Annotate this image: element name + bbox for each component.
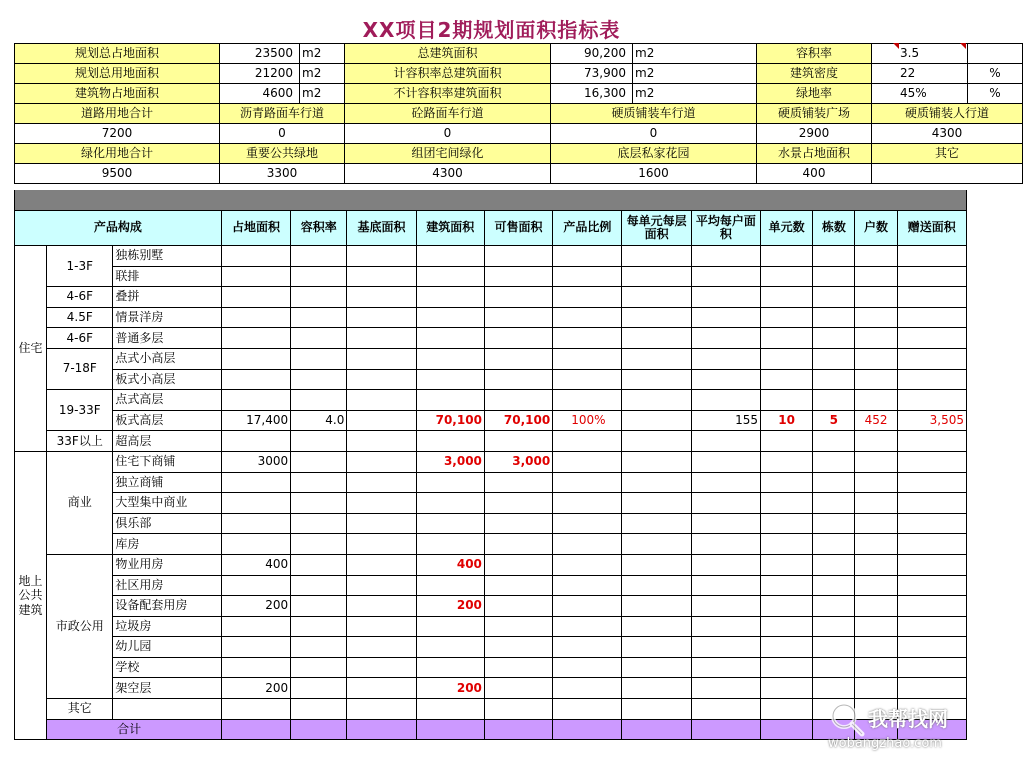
value-cluster-green[interactable]: 4300 (345, 164, 551, 184)
value-paved-sidewalk[interactable]: 4300 (872, 124, 1023, 144)
product-type: 社区用房 (113, 575, 221, 596)
header-gift-area: 赠送面积 (897, 211, 966, 246)
unit-count-cell[interactable]: 10 (761, 410, 813, 431)
label-building-density: 建筑密度 (757, 64, 872, 84)
label-public-green: 重要公共绿地 (220, 144, 345, 164)
label-water-feature: 水景占地面积 (757, 144, 872, 164)
table-row (15, 575, 967, 596)
header-unit-floor-area: 每单元每层面积 (622, 211, 691, 246)
land-area-cell[interactable]: 200 (221, 596, 290, 617)
product-table (14, 210, 967, 740)
table-row (15, 451, 967, 472)
table-row (15, 369, 967, 390)
comment-marker-icon (893, 43, 899, 49)
table-row (15, 287, 967, 308)
unit: m2 (633, 64, 757, 84)
unit: % (968, 64, 1023, 84)
label-far: 容积率 (757, 44, 872, 64)
value-paved-road[interactable]: 0 (551, 124, 757, 144)
land-area-cell[interactable]: 400 (221, 554, 290, 575)
unit: m2 (300, 64, 345, 84)
avg-household-cell[interactable]: 155 (691, 410, 760, 431)
value-public-green[interactable]: 3300 (220, 164, 345, 184)
land-area-cell[interactable]: 17,400 (221, 410, 290, 431)
watermark-url: wobangzhao.com (828, 736, 942, 751)
value-planned-land-use[interactable]: 21200 (220, 64, 300, 84)
saleable-area-cell[interactable]: 70,100 (484, 410, 552, 431)
label-building-footprint: 建筑物占地面积 (15, 84, 220, 104)
value-non-far-area[interactable]: 16,300 (551, 84, 633, 104)
value-far[interactable]: 3.5 (872, 44, 968, 64)
floor-range: 4-6F (47, 328, 113, 349)
table-row (15, 554, 967, 575)
value-planned-total-site[interactable]: 23500 (220, 44, 300, 64)
table-row (15, 616, 967, 637)
label-paved-sidewalk: 硬质铺装人行道 (872, 104, 1023, 124)
label-private-garden: 底层私家花园 (551, 144, 757, 164)
product-type: 架空层 (113, 678, 221, 699)
label-paved-road: 硬质铺装车行道 (551, 104, 757, 124)
group-other: 其它 (47, 699, 113, 720)
label-paved-plaza: 硬质铺装广场 (757, 104, 872, 124)
unit: m2 (633, 44, 757, 64)
land-area-cell[interactable]: 200 (221, 678, 290, 699)
value-asphalt-road[interactable]: 0 (220, 124, 345, 144)
product-type: 幼儿园 (113, 637, 221, 658)
header-building-count: 栋数 (813, 211, 855, 246)
product-type: 学校 (113, 657, 221, 678)
household-count-cell[interactable]: 452 (855, 410, 897, 431)
product-type: 大型集中商业 (113, 493, 221, 514)
group-residential: 住宅 (15, 246, 47, 452)
product-type: 板式小高层 (113, 369, 221, 390)
total-label: 合计 (47, 719, 222, 740)
sheet-title: XX项目2期规划面积指标表 (362, 18, 621, 42)
value-private-garden[interactable]: 1600 (551, 164, 757, 184)
unit: m2 (633, 84, 757, 104)
header-avg-household-area: 平均每户面积 (691, 211, 760, 246)
product-ratio-cell[interactable]: 100% (553, 410, 622, 431)
label-road-total: 道路用地合计 (15, 104, 220, 124)
label-cluster-green: 组团宅间绿化 (345, 144, 551, 164)
floor-area-cell[interactable]: 200 (416, 596, 484, 617)
product-type: 俱乐部 (113, 513, 221, 534)
value-building-density[interactable]: 22 (872, 64, 968, 84)
separator-band (14, 190, 967, 210)
floor-area-cell[interactable]: 200 (416, 678, 484, 699)
table-row (15, 637, 967, 658)
table-row (15, 307, 967, 328)
product-type: 点式高层 (113, 390, 221, 411)
header-product-ratio: 产品比例 (553, 211, 622, 246)
header-saleable-area: 可售面积 (484, 211, 552, 246)
empty-cell[interactable] (968, 44, 1023, 64)
value-far-floor-area[interactable]: 73,900 (551, 64, 633, 84)
table-row (15, 493, 967, 514)
product-type: 住宅下商铺 (113, 451, 221, 472)
group-public-buildings: 地上公共建筑 (15, 451, 47, 739)
watermark-text: 我帮找网 (868, 707, 948, 731)
table-row (15, 657, 967, 678)
table-row (15, 596, 967, 617)
unit: % (968, 84, 1023, 104)
table-row (15, 431, 967, 452)
building-count-cell[interactable]: 5 (813, 410, 855, 431)
label-planned-land-use: 规划总用地面积 (15, 64, 220, 84)
label-non-far-area: 不计容积率建筑面积 (345, 84, 551, 104)
header-unit-count: 单元数 (761, 211, 813, 246)
floor-range: 1-3F (47, 246, 113, 287)
header-household-count: 户数 (855, 211, 897, 246)
floor-range: 7-18F (47, 348, 113, 389)
value-concrete-road[interactable]: 0 (345, 124, 551, 144)
label-green-ratio: 绿地率 (757, 84, 872, 104)
summary-table (14, 43, 1023, 184)
header-floor-area: 建筑面积 (416, 211, 484, 246)
product-type: 普通多层 (113, 328, 221, 349)
table-row (15, 513, 967, 534)
saleable-area-cell[interactable]: 3,000 (484, 451, 552, 472)
header-far: 容积率 (291, 211, 347, 246)
product-type: 物业用房 (113, 554, 221, 575)
table-row (15, 410, 967, 431)
value-green-ratio[interactable]: 45% (872, 84, 968, 104)
value-water-feature[interactable]: 400 (757, 164, 872, 184)
value-total-floor-area[interactable]: 90,200 (551, 44, 633, 64)
header-base-area: 基底面积 (347, 211, 416, 246)
far-cell[interactable]: 4.0 (291, 410, 347, 431)
label-planned-total-site: 规划总占地面积 (15, 44, 220, 64)
value-green-total[interactable]: 9500 (15, 164, 220, 184)
table-row (15, 390, 967, 411)
floor-range: 19-33F (47, 390, 113, 431)
header-product-composition: 产品构成 (15, 211, 222, 246)
table-row (15, 348, 967, 369)
value-road-total[interactable]: 7200 (15, 124, 220, 144)
product-type: 超高层 (113, 431, 221, 452)
value-building-footprint[interactable]: 4600 (220, 84, 300, 104)
value-other[interactable] (872, 164, 1023, 184)
floor-range: 33F以上 (47, 431, 113, 452)
label-concrete-road: 砼路面车行道 (345, 104, 551, 124)
table-row (15, 472, 967, 493)
product-type: 垃圾房 (113, 616, 221, 637)
label-far-floor-area: 计容积率总建筑面积 (345, 64, 551, 84)
floor-range: 4-6F (47, 287, 113, 308)
label-total-floor-area: 总建筑面积 (345, 44, 551, 64)
group-municipal: 市政公用 (47, 554, 113, 698)
gift-area-cell[interactable]: 3,505 (897, 410, 966, 431)
product-type: 独栋别墅 (113, 246, 221, 267)
table-row (15, 266, 967, 287)
product-type: 板式高层 (113, 410, 221, 431)
floor-area-cell[interactable]: 3,000 (416, 451, 484, 472)
floor-range: 4.5F (47, 307, 113, 328)
label-green-total: 绿化用地合计 (15, 144, 220, 164)
product-type: 叠拼 (113, 287, 221, 308)
product-type: 联排 (113, 266, 221, 287)
product-type: 库房 (113, 534, 221, 555)
product-type: 独立商铺 (113, 472, 221, 493)
table-row (15, 328, 967, 349)
unit: m2 (300, 44, 345, 64)
land-area-cell[interactable]: 3000 (221, 451, 290, 472)
floor-area-cell[interactable]: 70,100 (416, 410, 484, 431)
group-commercial: 商业 (47, 451, 113, 554)
label-other: 其它 (872, 144, 1023, 164)
table-row (15, 534, 967, 555)
table-row (15, 246, 967, 267)
product-type: 点式小高层 (113, 348, 221, 369)
unit: m2 (300, 84, 345, 104)
value-paved-plaza[interactable]: 2900 (757, 124, 872, 144)
header-land-area: 占地面积 (221, 211, 290, 246)
comment-marker-icon (960, 43, 966, 49)
product-type: 设备配套用房 (113, 596, 221, 617)
floor-area-cell[interactable]: 400 (416, 554, 484, 575)
label-asphalt-road: 沥青路面车行道 (220, 104, 345, 124)
product-type: 情景洋房 (113, 307, 221, 328)
